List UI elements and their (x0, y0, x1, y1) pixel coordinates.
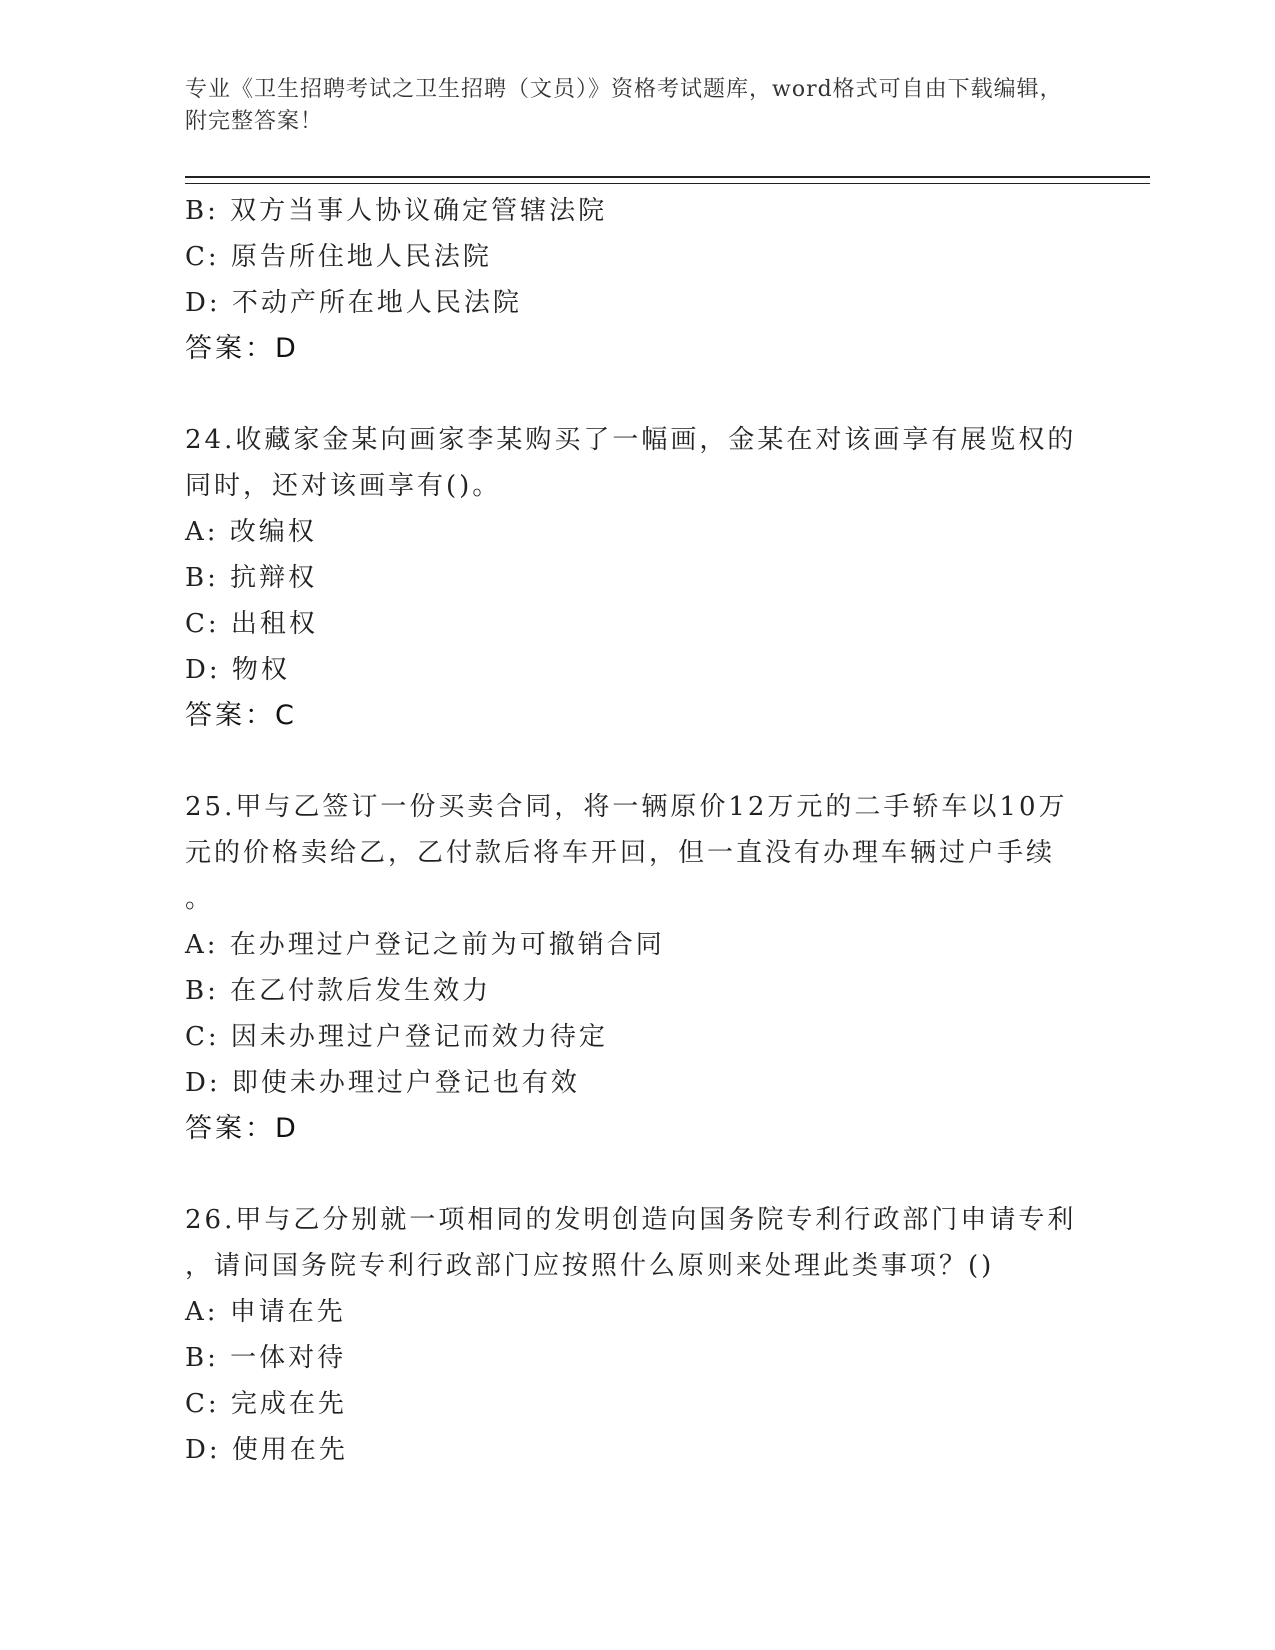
option-b: B: 在乙付款后发生效力 (185, 976, 492, 1006)
option-d: D: 物权 (185, 655, 290, 685)
option-c: C: 完成在先 (185, 1389, 347, 1419)
option-c: C: 出租权 (185, 609, 318, 639)
question-26 (185, 1197, 1085, 1473)
option-b: B: 一体对待 (185, 1343, 347, 1373)
option-a: A: 申请在先 (185, 1297, 346, 1327)
answer: 答案：D (185, 333, 299, 364)
option-b: B: 双方当事人协议确定管辖法院 (185, 196, 608, 226)
question-text-line: 24.收藏家金某向画家李某购买了一幅画，金某在对该画享有展览权的 (185, 425, 1077, 455)
question-text-line: ，请问国务院专利行政部门应按照什么原则来处理此类事项？() (185, 1251, 995, 1281)
header-divider (185, 176, 1150, 184)
answer: 答案：C (185, 700, 297, 731)
option-c: C: 因未办理过户登记而效力待定 (185, 1022, 608, 1052)
option-a: A: 在办理过户登记之前为可撤销合同 (185, 930, 665, 960)
option-a: A: 改编权 (185, 517, 317, 547)
option-d: D: 使用在先 (185, 1435, 348, 1465)
question-23 (185, 188, 1085, 372)
document-header: 专业《卫生招聘考试之卫生招聘（文员）》资格考试题库，word格式可自由下载编辑，附完整答案！ (185, 77, 1063, 134)
question-text-line: 26.甲与乙分别就一项相同的发明创造向国务院专利行政部门申请专利 (185, 1205, 1077, 1235)
question-text-line: 同时，还对该画享有()。 (185, 471, 502, 501)
option-d: D: 不动产所在地人民法院 (185, 288, 522, 318)
option-d: D: 即使未办理过户登记也有效 (185, 1068, 580, 1098)
option-c: C: 原告所住地人民法院 (185, 242, 492, 272)
question-text-line: 25.甲与乙签订一份买卖合同，将一辆原价12万元的二手轿车以10万 (185, 792, 1068, 822)
question-text-line: 元的价格卖给乙，乙付款后将车开回，但一直没有办理车辆过户手续 (185, 838, 1056, 868)
question-list (185, 188, 1085, 1473)
answer: 答案：D (185, 1113, 299, 1144)
question-text-line: 。 (185, 884, 215, 914)
option-b: B: 抗辩权 (185, 563, 318, 593)
question-25 (185, 784, 1085, 1152)
question-24 (185, 417, 1085, 739)
